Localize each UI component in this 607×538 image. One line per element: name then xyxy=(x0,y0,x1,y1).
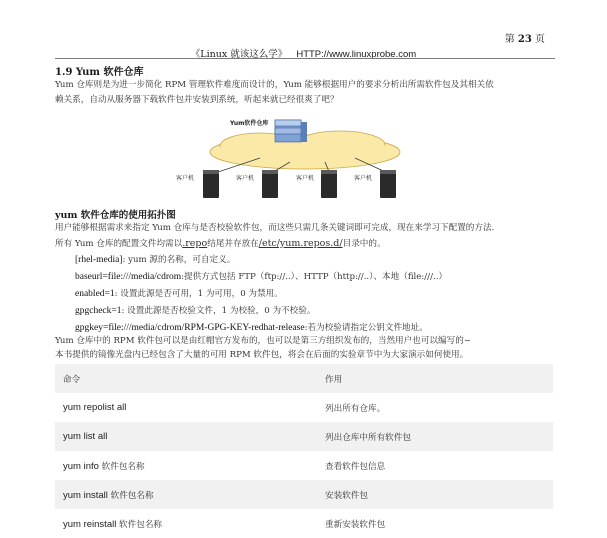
column-header-effect: 作用 xyxy=(325,374,343,385)
config-line: enabled=1: 设置此源是否可用，1 为可用，0 为禁用。 xyxy=(75,289,283,299)
closing-paragraph: Yum 仓库中的 RPM 软件包可以是由红帽官方发布的，也可以是第三方组织发布的，当然用户也可以编写的~ 本书提供的镜像光盘内已经包含了大量的可用 RPM 软件包，将会在后面的实验章节中为大家演示如何使用。 xyxy=(55,336,471,360)
repo-label: Yum软件仓库 xyxy=(230,120,269,127)
book-title: 《Linux 就该这么学》 xyxy=(190,49,288,60)
repo-server-icon xyxy=(275,120,307,142)
page-number: 第 23 页 xyxy=(504,34,545,45)
table-row: yum info 软件包名称 查看软件包信息 xyxy=(63,460,386,472)
client-computer-icon xyxy=(262,170,278,198)
section-title: 1.9 Yum 软件仓库 xyxy=(55,67,144,78)
client-label: 客户机 xyxy=(236,175,255,182)
config-line: gpgcheck=1: 设置此源是否校验文件，1 为校验，0 为不校验。 xyxy=(75,306,316,316)
repo-path: /etc/yum.repos.d/ xyxy=(258,238,343,249)
client-label: 客户机 xyxy=(354,175,373,182)
client-computer-icon xyxy=(203,170,219,198)
table-row: yum reinstall 软件包名称 重新安装软件包 xyxy=(63,518,386,530)
topology-title: yum 软件仓库的使用拓扑图 xyxy=(55,210,176,221)
client-label: 客户机 xyxy=(176,175,195,182)
yum-topology-diagram xyxy=(140,112,470,202)
table-row: yum install 软件包名称 安装软件包 xyxy=(55,480,553,509)
column-header-command: 命令 xyxy=(63,374,81,385)
site-link[interactable]: www.linuxprobe.com xyxy=(329,49,417,60)
table-row: yum repolist all 列出所有仓库。 xyxy=(63,402,386,414)
url-prefix: HTTP:// xyxy=(296,49,330,60)
config-line: baseurl=file:///media/cdrom:提供方式包括 FTP（ftp://..）、HTTP（http://..）、本地（file:///..） xyxy=(75,272,448,282)
yum-command-table xyxy=(55,364,553,538)
config-line: [rhel-media]: yum 源的名称，可自定义。 xyxy=(75,255,236,265)
table-row: yum list all 列出仓库中所有软件包 xyxy=(55,422,553,451)
table-header-row xyxy=(55,364,553,393)
client-computer-icon xyxy=(380,170,396,198)
client-computer-icon xyxy=(321,170,337,198)
header-divider xyxy=(55,58,555,59)
client-label: 客户机 xyxy=(296,175,315,182)
intro-paragraph: Yum 仓库则是为进一步简化 RPM 管理软件难度而设计的，Yum 能够根据用户的要求分析出所需软件包及其相关依 赖关系，自动从服务器下载软件包并安装到系统，听起来就已经很爽了吧？ xyxy=(55,80,494,105)
config-line: gpgkey=file:///media/cdrom/RPM-GPG-KEY-redhat-release:若为校验请指定公钥文件地址。 xyxy=(75,323,428,333)
config-intro-paragraph: 用户能够根据需求来指定 Yum 仓库与是否校验软件包，而这些只需几条关键词即可完成，现在来学习下配置的方法. 所有 Yum 仓库的配置文件均需以.repo结尾并存放在/etc/yum.repos.d/目录中的。 xyxy=(55,223,495,249)
repo-extension: .repo xyxy=(182,238,208,249)
